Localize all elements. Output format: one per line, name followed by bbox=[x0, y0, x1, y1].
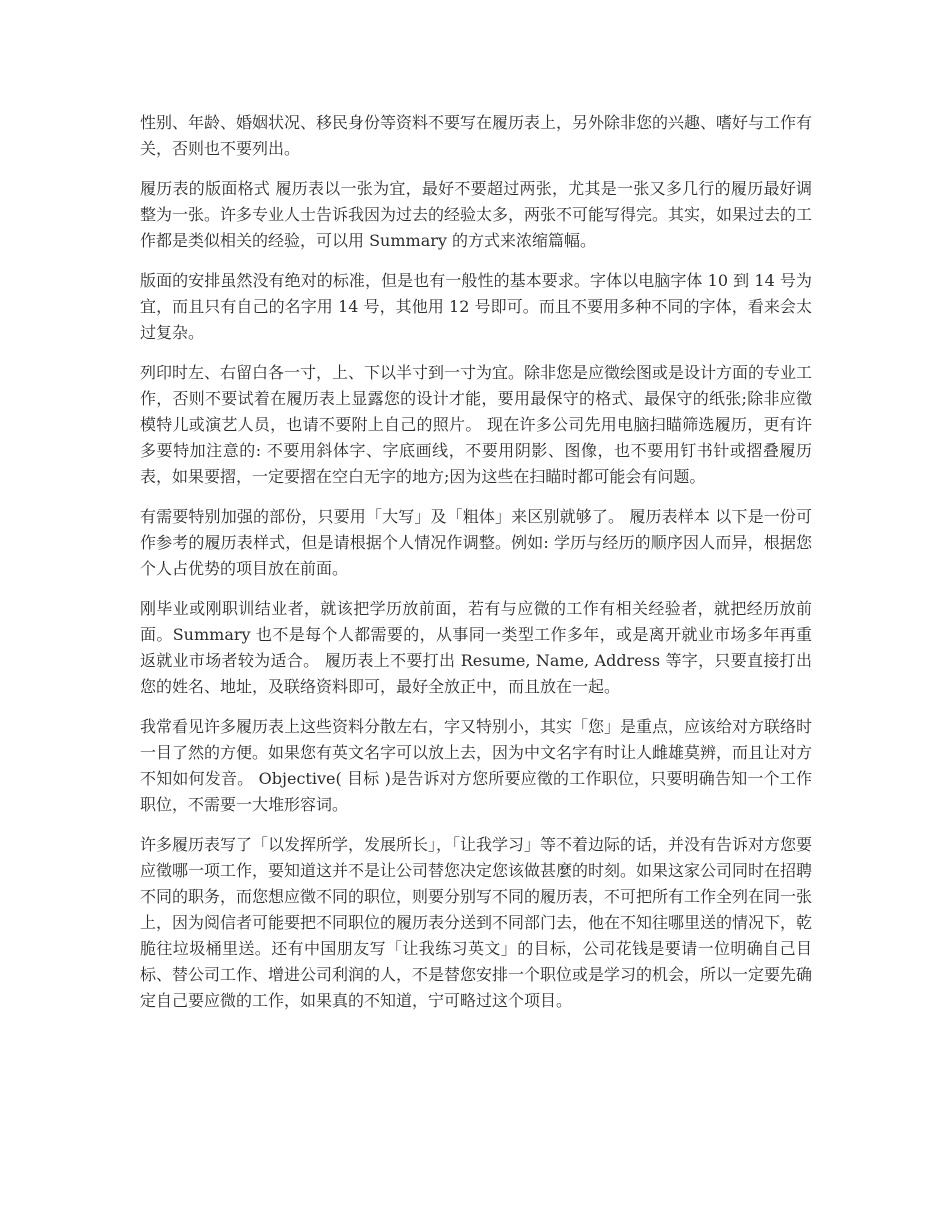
paragraph-education-experience: 刚毕业或刚职训结业者，就该把学历放前面，若有与应微的工作有相关经验者，就把经历放前面。Summary 也不是每个人都需要的，从事同一类型工作多年，或是离开就业市场多年再重返就业市场者较为适合。 履历表上不要打出 Resume, Name, Address 等字，只要直接打出您的姓名、地址，及联络资料即可，最好全放正中，而且放在一起。 bbox=[140, 599, 812, 696]
document-page bbox=[140, 110, 812, 1028]
paragraph-emphasis-sample: 有需要特别加强的部份，只要用「大写」及「粗体」来区别就够了。 履历表样本 以下是一份可作参考的履历表样式，但是请根据个人情况作调整。例如: 学历与经历的顺序因人而异，根据您个人占优势的项目放在前面。 bbox=[140, 507, 812, 578]
paragraph-personal-info: 性别、年龄、婚姻状况、移民身份等资料不要写在履历表上，另外除非您的兴趣、嗜好与工作有关，否则也不要列出。 bbox=[140, 113, 813, 158]
paragraph-margins-printing: 列印时左、右留白各一寸，上、下以半寸到一寸为宜。除非您是应徵绘图或是设计方面的专业工作，否则不要试着在履历表上显露您的设计才能，要用最保守的格式、最保守的纸张;除非应徵模特儿或演艺人员，也请不要附上自己的照片。 现在许多公司先用电脑扫瞄筛选履历，更有许多要特加注意的: 不要用斜体字、字底画线，不要用阴影、图像，也不要用钉书针或摺叠履历表，如果要摺，一定要摺在空白无字的地方;因为这些在扫瞄时都可能会有问题。 bbox=[140, 363, 813, 486]
paragraph-layout-format: 履历表的版面格式 履历表以一张为宜，最好不要超过两张，尤其是一张又多几行的履历最好调整为一张。许多专业人士告诉我因为过去的经验太多，两张不可能写得完。其实，如果过去的工作都是类似相关的经验，可以用 Summary 的方式来浓缩篇幅。 bbox=[140, 179, 813, 250]
paragraph-contact-objective: 我常看见许多履历表上这些资料分散左右，字又特别小，其实「您」是重点，应该给对方联络时一目了然的方便。如果您有英文名字可以放上去，因为中文名字有时让人雌雄莫辨，而且让对方不知如何发音。 Objective( 目标 )是告诉对方您所要应徵的工作职位，只要明确告知一个工作职位，不需要一大堆形容词。 bbox=[140, 717, 813, 814]
paragraph-font-size: 版面的安排虽然没有绝对的标准，但是也有一般性的基本要求。字体以电脑字体 10 到 14 号为宜，而且只有自己的名字用 14 号，其他用 12 号即可。而且不要用多种不同的字体，看来会太过复杂。 bbox=[140, 271, 812, 342]
paragraph-objective-advice: 许多履历表写了「以发挥所学，发展所长」，「让我学习」等不着边际的话，并没有告诉对方您要应徵哪一项工作，要知道这并不是让公司替您决定您该做甚麼的时刻。如果这家公司同时在招聘不同的职务，而您想应徵不同的职位，则要分别写不同的履历表，不可把所有工作全列在同一张上，因为阅信者可能要把不同职位的履历表分送到不同部门去，他在不知往哪里送的情况下，乾脆往垃圾桶里送。还有中国朋友写「让我练习英文」的目标，公司花钱是要请一位明确自己目标、替公司工作、增进公司利润的人，不是替您安排一个职位或是学习的机会，所以一定要先确定自己要应微的工作，如果真的不知道，宁可略过这个项目。 bbox=[140, 835, 813, 1010]
